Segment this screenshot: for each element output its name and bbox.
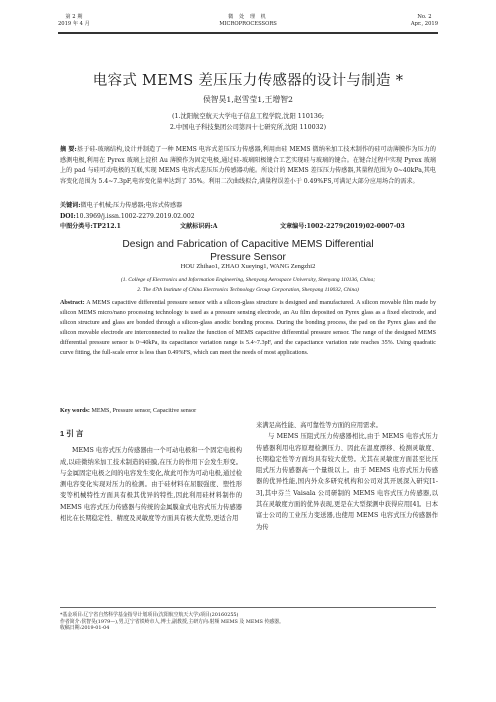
footnote-fund: *基金项目:辽宁省自然科学基金指导计划项目(沈阳航空航天大学)项目(20160255)	[60, 612, 239, 618]
english-abstract-text: A MEMS capacitive differential pressure sensor with a silicon-glass structure is designed and manufactured. A silicon movable film made by silicon MEMS micro/nano processing technology is used as a pressure sensing electrode, an Au film deposited on Pyrex glass as a fixed electrode, and silicon structure and glass are bonded through a silicon-glass anodic bonding process. During the bonding process, the pad on the Pyrex glass and the silicon movable electrode are interconnected to realize the function of MEMS capacitive differential pressure sensor. The range of the designed MEMS differential pressure sensor is 0~40kPa, its capacitance variation range is 5.4~7.3pF, and the capacitance variation rate reaches 35%. Using quadratic curve fitting, the full-scale error is less than 0.49%FS, which can meet the needs of most applications.	[60, 300, 437, 356]
header-right	[411, 14, 438, 28]
clc-number: 中图分类号:TP212.1	[60, 223, 121, 231]
english-keywords-text: MEMS, Pressure sensor, Capacitive sensor	[91, 408, 197, 414]
affiliation-2: 2.中国电子科技集团公司第四十七研究所,沈阳 110032)	[169, 124, 327, 131]
footnotes	[60, 607, 436, 632]
english-authors: HOU Zhihao1, ZHAO Xueying1, WANG Zengzhi2	[180, 263, 316, 270]
doi-value: 10.3969/j.issn.1002-2279.2019.02.002	[75, 212, 195, 220]
document-code: 文献标识码:A	[180, 223, 218, 231]
body-paragraph: MEMS 电容式压力传感器由一个可动电极和一个固定电极构成,以硅微纳米加工技术制造的硅膜,在压力的作用下会发生形变。与金属固定电极之间的电容发生变化,故此可作为可动电极,通过检测电容变化实现对压力的检测。由于硅材料在屈服强度、塑性形变等机械特性方面具有极其优异的特性,因此利用硅材料制作的 MEMS 电容式压力传感器与传统的金属膜盒式电容式压力传感器相比在长期稳定性、精度及灵敏度等方面具有极大优势,更适合用	[60, 447, 242, 523]
paper-title: 电容式 MEMS 差压压力传感器的设计与制造 *	[92, 73, 404, 89]
english-keywords	[60, 408, 436, 414]
english-title-line-2: Pressure Sensor	[210, 252, 286, 263]
section-heading: 1 引 言	[60, 429, 84, 438]
header-divider	[58, 33, 438, 34]
english-abstract-label: Abstract:	[60, 300, 85, 306]
journal-name-en: MICROPROCESSORS	[219, 21, 277, 27]
header-issue: 第 2 期	[65, 14, 83, 20]
header-date: 2019 年 4 月	[58, 21, 90, 27]
english-affiliation-2: 2. The 47th Institute of China Electronics Technology Group Corporation, Shenyang 110032, China)	[137, 286, 359, 293]
footnote-author: 作者简介:侯智昊(1979—),男,辽宁省铁岭市人,博士,副教授,主研方向:射频 MEMS 及 MEMS 传感器。	[60, 618, 284, 625]
english-affiliation-1: (1. College of Electronics and Information Engineering, Shenyang Aerospace University, Shenyang 110136, China;	[120, 277, 376, 283]
header-no: No. 2	[417, 14, 432, 20]
body-paragraph: 来满足高性能、高可靠性等方面的应用需求。	[256, 422, 382, 429]
abstract-en	[60, 299, 436, 359]
article-number: 文章编号:1002-2279(2019)02-0007-03	[280, 223, 405, 231]
body-column-left	[60, 420, 242, 524]
abstract-label: 摘 要:	[60, 146, 77, 153]
affiliation-1: (1.沈阳航空航天大学电子信息工程学院,沈阳 110136;	[172, 113, 324, 120]
body-paragraph: 与 MEMS 压阻式压力传感器相比,由于 MEMS 电容式压力传感器利用电容原理检测压力、因此在温度漂移、检测灵敏度、长期稳定性等方面均具有较大优势。尤其在灵敏度方面甚至比压阻式压力传感器高一个量级以上。由于 MEMS 电容式压力传感器的优异性能,国内外众多研究机构和公司对其开展深入研究[1-3],其中芬兰 Vaisala 公司研制的 MEMS 电容式压力传感器,以其在灵敏度方面的优异表现,更是在大型探测中获得应用[4]。日本富士公司的工业压力变送器,也使用 MEMS 电容式压力传感器作为传	[256, 433, 438, 531]
english-keywords-label: Key words:	[60, 408, 90, 414]
affiliations	[0, 111, 496, 133]
english-affiliations	[0, 276, 496, 295]
paper-authors: 侯智昊1,赵雪莹1,王增智2	[202, 95, 293, 104]
english-title	[0, 238, 496, 264]
abstract-cn	[60, 145, 436, 187]
header-center	[58, 14, 438, 28]
running-header	[58, 10, 438, 33]
header-date-en: Apr., 2019	[410, 21, 438, 27]
keywords-cn: 微电子机械;压力传感器;电容式传感器	[80, 202, 183, 209]
doi-label: DOI:	[60, 212, 76, 220]
english-title-line-1: Design and Fabrication of Capacitive MEMS Differential	[122, 239, 374, 250]
body-column-right	[256, 420, 438, 533]
journal-name-cn: 微 处 理 机	[228, 14, 268, 20]
classification-row	[60, 222, 436, 233]
article-meta	[60, 201, 436, 233]
keywords-label: 关键词:	[60, 202, 81, 209]
footnote-received: 收稿日期:2019-01-04	[60, 625, 110, 632]
abstract-text: 基于硅-玻璃结构,设计并制造了一种 MEMS 电容式差压压力传感器,利用由硅 MEMS 微纳米加工技术制作的硅可动薄膜作为压力的感测电极,利用在 Pyrex 玻璃上淀积 Au 薄膜作为固定电极,通过硅-玻璃阳极键合工艺实现硅与玻璃的键合。在键合过程中实现 Pyrex 玻璃上的 pad 与硅可动电极的互联,实现 MEMS 电容式差压压力传感器功能。所设计的 MEMS 差压压力传感器,其量程范围为 0~40kPa,其电容变化范围为 5.4~7.3pF,电容变化量率达到了 35%。利用二次曲线拟合,满量程误差小于 0.49%FS,可满足大部分应用场合的需求。	[60, 146, 436, 185]
